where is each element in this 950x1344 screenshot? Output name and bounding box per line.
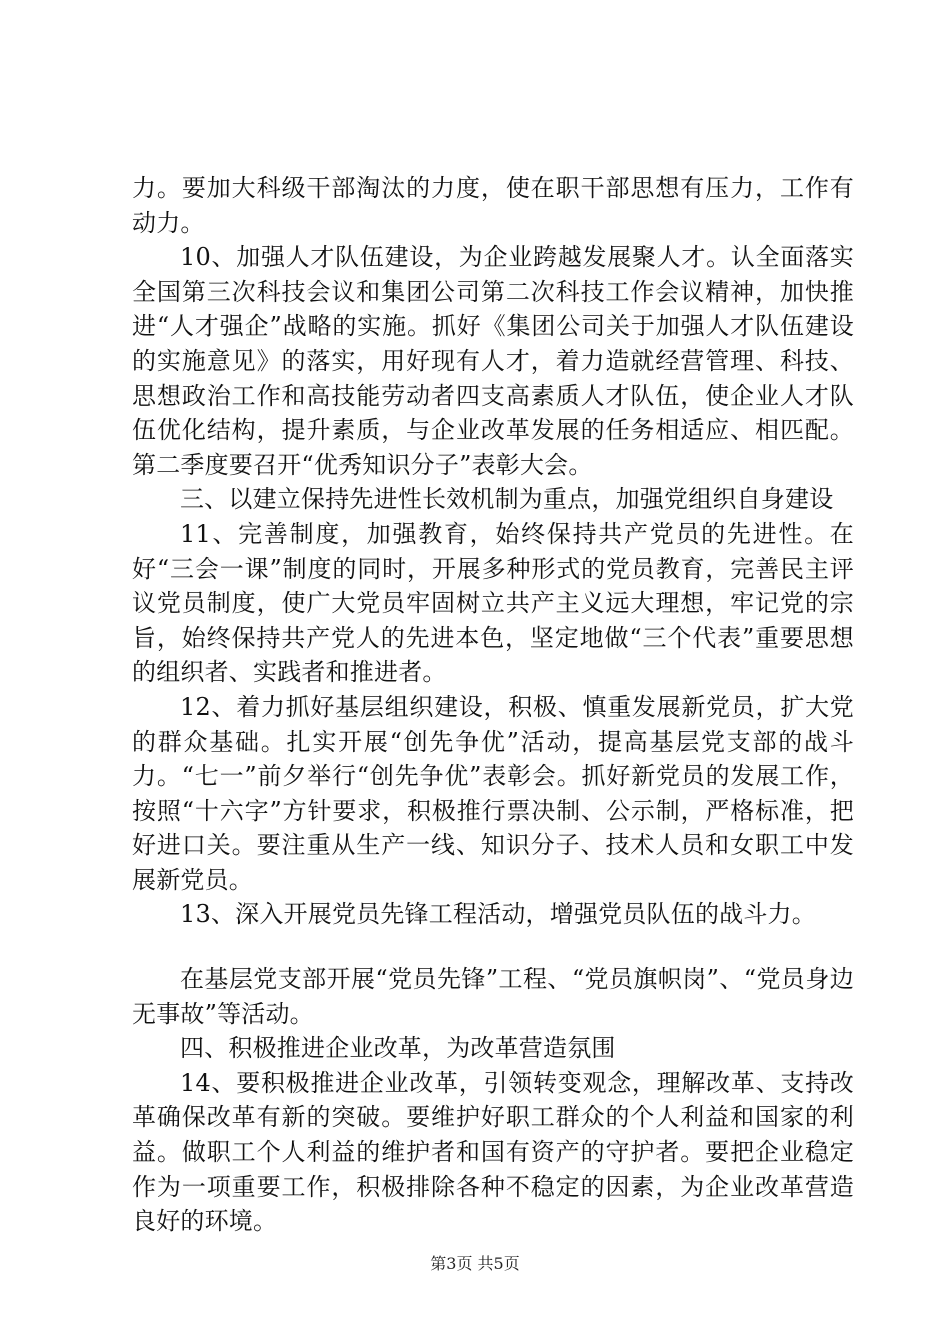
paragraph-item-11: 11、完善制度，加强教育，始终保持共产党员的先进性。在好“三会一课”制度的同时，开展多种形式的党员教育，完善民主评议党员制度，使广大党员牢固树立共产主义远大理想，牢记党的宗旨，始终保持共产党人的先进本色，坚定地做“三个代表”重要思想的组织者、实践者和推进者。: [132, 519, 854, 687]
paragraph-item-12: 12、着力抓好基层组织建设，积极、慎重发展新党员，扩大党的群众基础。扎实开展“创先争优”活动，提高基层党支部的战斗力。“七一”前夕举行“创先争优”表彰会。抓好新党员的发展工作，按照“十六字”方针要求，积极推行票决制、公示制，严格标准，把好进口关。要注重从生产一线、知识分子、技术人员和女职工中发展新党员。: [132, 692, 854, 894]
document-body: [132, 171, 854, 1239]
paragraph-item-14: 14、要积极推进企业改革，引领转变观念，理解改革、支持改革确保改革有新的突破。要维护好职工群众的个人利益和国家的利益。做职工个人利益的维护者和国有资产的守护者。要把企业稳定作为一项重要工作，积极排除各种不稳定的因素，为企业改革营造良好的环境。: [132, 1068, 854, 1236]
paragraph-item-10: 10、加强人才队伍建设，为企业跨越发展聚人才。认全面落实全国第三次科技会议和集团公司第二次科技工作会议精神，加快推进“人才强企”战略的实施。抓好《集团公司关于加强人才队伍建设的实施意见》的落实，用好现有人才，着力造就经营管理、科技、思想政治工作和高技能劳动者四支高素质人才队伍，使企业人才队伍优化结构，提升素质，与企业改革发展的任务相适应、相匹配。第二季度要召开“优秀知识分子”表彰大会。: [132, 243, 854, 479]
section-heading-3: 三、以建立保持先进性长效机制为重点，加强党组织自身建设: [180, 485, 834, 514]
paragraph-continuation: 力。要加大科级干部淘汰的力度，使在职干部思想有压力，工作有动力。: [132, 174, 854, 237]
paragraph-item-13-detail: 在基层党支部开展“党员先锋”工程、“党员旗帜岗”、“党员身边无事故”等活动。: [132, 965, 854, 1028]
page-number-footer: 第3页 共5页: [430, 1254, 520, 1273]
paragraph-item-13: 13、深入开展党员先锋工程活动，增强党员队伍的战斗力。: [180, 900, 816, 929]
section-heading-4: 四、积极推进企业改革，为改革营造氛围: [180, 1034, 616, 1063]
